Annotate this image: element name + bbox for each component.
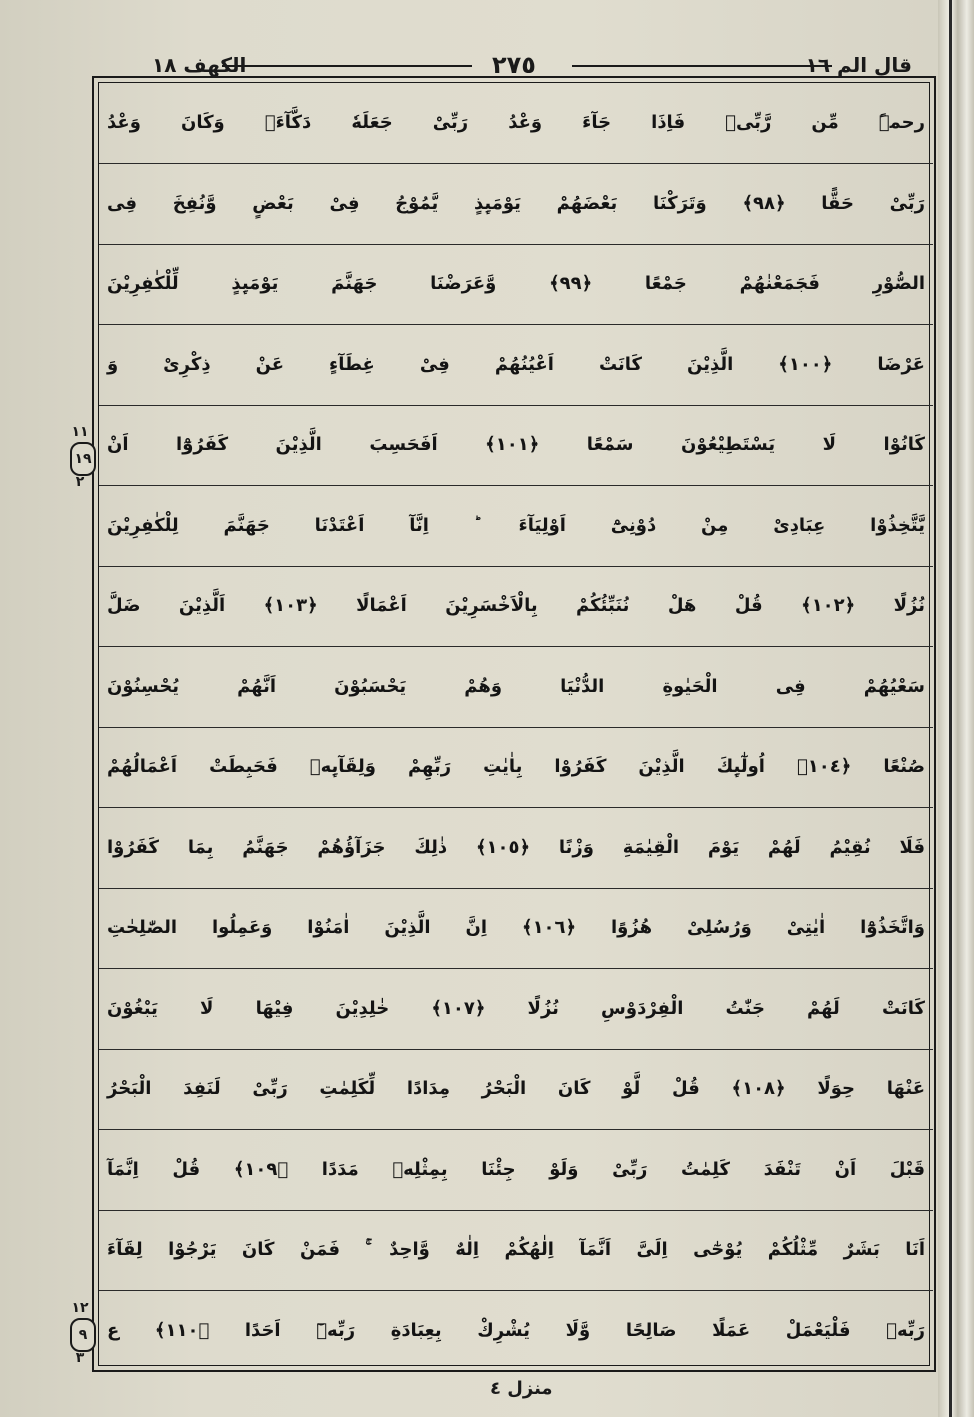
verse-line xyxy=(99,647,933,728)
verse-line xyxy=(99,566,933,647)
verse-line xyxy=(99,808,933,889)
verse-line xyxy=(99,1210,933,1291)
lines-container xyxy=(98,82,930,1366)
header-rule-left xyxy=(222,65,472,67)
verse-line-text: یَّتَّخِذُوْا عِبَادِیْ مِنْ دُوْنِیْٓ اَوْلِیَآءَ ؕ اِنَّآ اَعْتَدْنَا جَهَنَّمَ لِلْكٰفِرِیْنَ xyxy=(107,514,925,536)
verse-line xyxy=(99,486,933,567)
verse-line xyxy=(99,1291,933,1372)
verse-line xyxy=(99,244,933,325)
verse-line-text: رَبِّیْ حَقًّا ﴿٩٨﴾ وَتَرَكْنَا بَعْضَهُمْ یَوْمَىِٕذٍ یَّمُوْجُ فِیْ بَعْضٍ وَّنُفِخَ فِی xyxy=(107,192,925,214)
header-rule-right xyxy=(572,65,832,67)
ruku-marker-bottom: ٣ xyxy=(75,1350,85,1366)
ruku-marker-top: ١١ xyxy=(71,424,89,440)
verse-line-text: الصُّوْرِ فَجَمَعْنٰهُمْ جَمْعًا ﴿٩٩﴾ وَّعَرَضْنَا جَهَنَّمَ یَوْمَىِٕذٍ لِّلْكٰفِرِیْنَ xyxy=(107,273,926,294)
ruku-marker-box: ١٩ xyxy=(70,442,96,476)
verse-line-text: اَنَا بَشَرٌ مِّثْلُكُمْ یُوْحٰٓی اِلَیَّ اَنَّمَآ اِلٰهُكُمْ اِلٰهٌ وَّاحِدٌ ۚ فَمَنْ كَانَ یَرْجُوْا لِقَآءَ xyxy=(107,1239,925,1260)
verse-line xyxy=(99,888,933,969)
text-frame xyxy=(92,76,936,1372)
verse-line xyxy=(99,969,933,1050)
verse-line-text: رَبِّهٖ فَلْیَعْمَلْ عَمَلًا صَالِحًا وَّلَا یُشْرِكْ بِعِبَادَةِ رَبِّهٖٓ اَحَدًا ﴿١١٠﴾ ع xyxy=(107,1319,926,1341)
book-binding-edge xyxy=(938,0,974,1417)
verse-line xyxy=(99,727,933,808)
verse-line-text: كَانَتْ لَهُمْ جَنّٰتُ الْفِرْدَوْسِ نُزُلًا ﴿١٠٧﴾ خٰلِدِیْنَ فِیْهَا لَا یَبْغُوْنَ xyxy=(107,997,925,1019)
verse-line xyxy=(99,1049,933,1130)
ruku-marker-top: ١٢ xyxy=(71,1300,89,1316)
para-name: قال الم ١٦ xyxy=(805,53,912,77)
verse-line-text: نُزُلًا ﴿١٠٢﴾ قُلْ هَلْ نُنَبِّئُكُمْ بِالْاَخْسَرِیْنَ اَعْمَالًا ﴿١٠٣﴾ اَلَّذِیْنَ ضَلَّ xyxy=(107,595,925,616)
verse-line-text: فَلَا نُقِیْمُ لَهُمْ یَوْمَ الْقِیٰمَةِ وَزْنًا ﴿١٠٥﴾ ذٰلِكَ جَزَآؤُهُمْ جَهَنَّمُ بِمَا كَفَرُوْا xyxy=(107,836,925,858)
verse-line xyxy=(99,325,933,406)
verse-line xyxy=(99,164,933,245)
verse-line xyxy=(99,83,933,164)
page-number: ٢٧٥ xyxy=(492,51,536,79)
verse-line xyxy=(99,405,933,486)
verse-line-text: وَاتَّخَذُوْٓا اٰیٰتِیْ وَرُسُلِیْ هُزُوًا ﴿١٠٦﴾ اِنَّ الَّذِیْنَ اٰمَنُوْا وَعَمِلُوا الصّٰلِحٰتِ xyxy=(107,917,925,938)
verse-line-text: سَعْیُهُمْ فِی الْحَیٰوةِ الدُّنْیَا وَهُمْ یَحْسَبُوْنَ اَنَّهُمْ یُحْسِنُوْنَ xyxy=(107,675,925,697)
verse-line-text: صُنْعًا ﴿١٠٤﴾ اُولٰٓىِٕكَ الَّذِیْنَ كَفَرُوْا بِاٰیٰتِ رَبِّهِمْ وَلِقَآىِٕهٖ فَحَبِطَتْ اَعْمَالُهُمْ xyxy=(107,756,925,777)
verse-line-text: رحمۃً مِّن رَّبِّیۚ فَاِذَا جَآءَ وَعْدُ رَبِّیْ جَعَلَهٗ دَكَّآءَۚ وَكَانَ وَعْدُ xyxy=(107,112,925,133)
ruku-marker-bottom: ٢ xyxy=(75,474,85,490)
verse-line-text: عَنْهَا حِوَلًا ﴿١٠٨﴾ قُلْ لَّوْ كَانَ الْبَحْرُ مِدَادًا لِّكَلِمٰتِ رَبِّیْ لَنَفِدَ الْبَحْرُ xyxy=(107,1078,925,1099)
verse-line-text: كَانُوْا لَا یَسْتَطِیْعُوْنَ سَمْعًا ﴿١٠١﴾ اَفَحَسِبَ الَّذِیْنَ كَفَرُوْٓا اَنْ xyxy=(107,434,925,455)
verse-line xyxy=(99,1130,933,1211)
verse-line-text: عَرْضَا ﴿١٠٠﴾ الَّذِیْنَ كَانَتْ اَعْیُنُهُمْ فِیْ غِطَآءٍ عَنْ ذِكْرِیْ وَ xyxy=(107,353,925,375)
ruku-marker-box: ٩ xyxy=(70,1318,96,1352)
verse-line-text: قَبْلَ اَنْ تَنْفَدَ كَلِمٰتُ رَبِّیْ وَلَوْ جِئْنَا بِمِثْلِهٖ مَدَدًا ﴿١٠٩﴾ قُلْ اِنَّمَآ xyxy=(107,1158,926,1180)
binding-rule xyxy=(949,0,952,1417)
surah-name: الکھف ١٨ xyxy=(152,53,247,77)
manzil-label: منزل ٤ xyxy=(490,1378,553,1399)
